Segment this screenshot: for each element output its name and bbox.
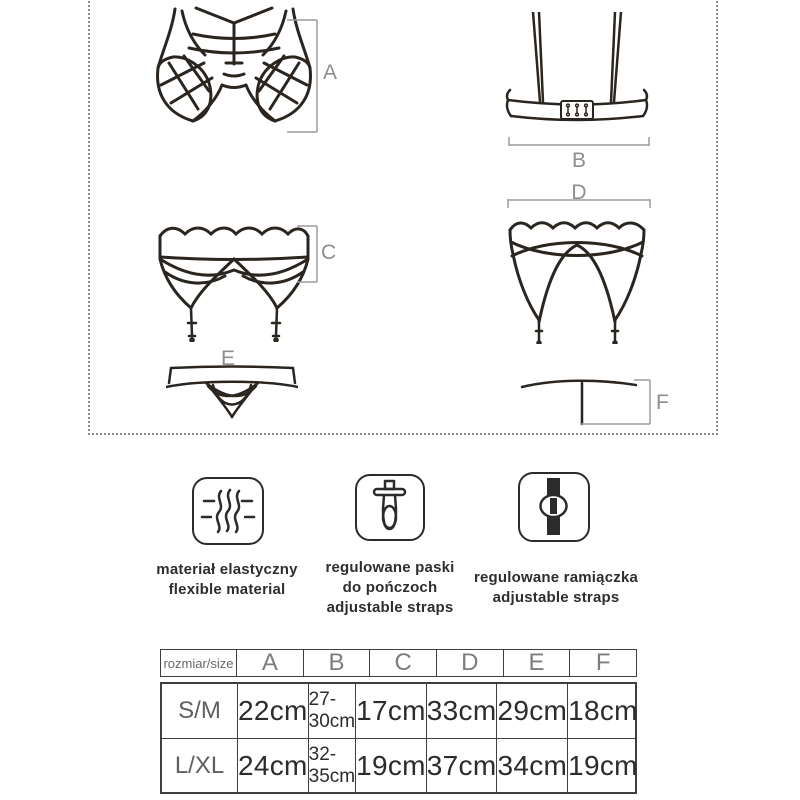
column-header-f: F xyxy=(595,649,611,676)
value-lxl-f: 19cm xyxy=(568,749,638,781)
column-header-b: B xyxy=(304,650,371,676)
caption-line: regulowane paski xyxy=(325,559,455,576)
value-lxl-d: 37cm xyxy=(427,739,498,792)
measure-d-line xyxy=(507,197,651,209)
measure-label-b: B xyxy=(571,149,587,172)
table-row-sm xyxy=(162,684,638,738)
caption-line: do pończoch xyxy=(342,579,438,596)
caption-line: adjustable straps xyxy=(326,599,454,616)
value-sm-b: 27-30cm xyxy=(309,684,356,738)
measurement-diagram-box xyxy=(88,0,718,435)
size-table-header-row xyxy=(160,649,637,677)
garter-clip-icon xyxy=(357,476,422,538)
measure-label-f: F xyxy=(656,391,669,414)
measure-label-d: D xyxy=(571,181,587,204)
garter-clip-tile xyxy=(355,474,425,541)
column-header-a: A xyxy=(237,650,304,676)
size-table-corner-cell: rozmiar/size xyxy=(161,650,237,676)
value-lxl-e: 34cm xyxy=(497,739,568,792)
measure-f-bracket xyxy=(576,378,652,426)
measure-a-bracket xyxy=(285,18,319,134)
elastic-material-tile xyxy=(192,477,264,545)
value-sm-e: 29cm xyxy=(497,684,568,738)
value-sm-c: 17cm xyxy=(356,684,427,738)
measure-label-a: A xyxy=(323,61,338,84)
caption-line: flexible material xyxy=(168,581,286,598)
garter-belt-back-drawing xyxy=(502,214,652,344)
strap-slider-caption xyxy=(436,568,676,608)
measure-label-c: C xyxy=(321,241,337,264)
caption-line: materiał elastyczny xyxy=(156,561,298,578)
value-lxl-a: 24cm xyxy=(238,739,309,792)
table-row-lxl xyxy=(162,738,638,792)
row-label-lxl: L/XL xyxy=(162,739,238,792)
column-header-d: D xyxy=(437,650,504,676)
panties-front-drawing xyxy=(166,364,298,426)
measure-b-line xyxy=(508,136,650,148)
size-table-body xyxy=(160,682,637,794)
measure-label-e: E xyxy=(220,347,236,370)
value-sm-d: 33cm xyxy=(427,684,498,738)
row-label-sm: S/M xyxy=(162,684,238,738)
value-lxl-c: 19cm xyxy=(356,739,427,792)
caption-line: adjustable straps xyxy=(492,589,620,606)
measure-c-bracket xyxy=(295,224,319,284)
strap-slider-icon xyxy=(520,474,587,539)
caption-line: regulowane ramiączka xyxy=(473,569,639,586)
bra-back-drawing xyxy=(502,12,652,134)
elastic-material-icon xyxy=(194,479,261,542)
value-lxl-b: 32-35cm xyxy=(309,739,356,792)
size-table xyxy=(160,649,637,794)
column-header-c: C xyxy=(370,650,437,676)
strap-slider-tile xyxy=(518,472,590,542)
value-sm-f: 18cm xyxy=(568,695,638,726)
garter-belt-front-drawing xyxy=(152,220,316,342)
value-sm-a: 22cm xyxy=(238,684,309,738)
column-header-e: E xyxy=(504,650,571,676)
